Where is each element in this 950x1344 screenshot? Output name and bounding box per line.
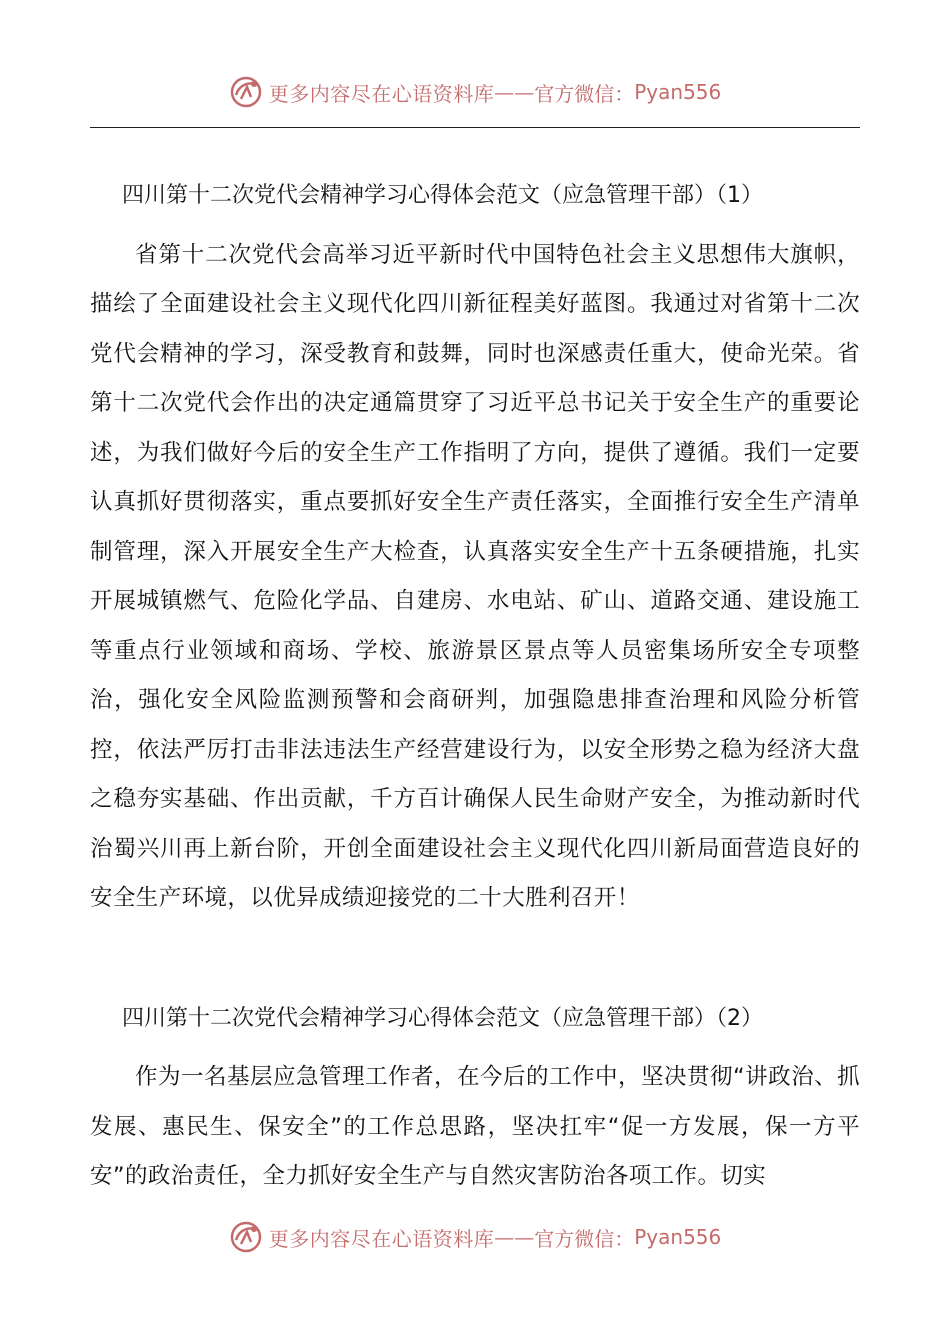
banner-contact-id: Pyan556 xyxy=(634,1225,722,1249)
header-divider xyxy=(90,127,860,128)
section-title-2: 四川第十二次党代会精神学习心得体会范文（应急管理干部）（2） xyxy=(122,1005,763,1031)
banner-separator: —— xyxy=(494,1225,535,1249)
section-title-1: 四川第十二次党代会精神学习心得体会范文（应急管理干部）（1） xyxy=(122,183,763,208)
banner-slogan: 更多内容尽在心语资料库 xyxy=(268,81,495,106)
banner-slogan: 更多内容尽在心语资料库 xyxy=(268,1226,495,1251)
footer-banner xyxy=(0,1217,950,1257)
logo-icon xyxy=(229,75,263,109)
logo-icon xyxy=(229,1220,263,1254)
section-paragraph-2: 作为一名基层应急管理工作者，在今后的工作中，坚决贯彻“讲政治、抓发展、惠民生、保安全”的工作总思路，坚决扛牢“促一方发展，保一方平安”的政治责任，全力抓好安全生产与自然灾害防治各项工作。切实 xyxy=(90,1064,860,1189)
header-banner xyxy=(0,72,950,112)
banner-contact-id: Pyan556 xyxy=(634,80,722,104)
banner-contact-label: 官方微信： xyxy=(534,1226,635,1251)
banner-contact-label: 官方微信： xyxy=(534,81,635,106)
document-body xyxy=(90,171,860,1202)
section-paragraph-1: 省第十二次党代会高举习近平新时代中国特色社会主义思想伟大旗帜，描绘了全面建设社会主义现代化四川新征程美好蓝图。我通过对省第十二次党代会精神的学习，深受教育和鼓舞，同时也深感责任重大，使命光荣。省第十二次党代会作出的决定通篇贯穿了习近平总书记关于安全生产的重要论述，为我们做好今后的安全生产工作指明了方向，提供了遵循。我们一定要认真抓好贯彻落实，重点要抓好安全生产责任落实，全面推行安全生产清单制管理，深入开展安全生产大检查，认真落实安全生产十五条硬措施，扎实开展城镇燃气、危险化学品、自建房、水电站、矿山、道路交通、建设施工等重点行业领域和商场、学校、旅游景区景点等人员密集场所安全专项整治，强化安全风险监测预警和会商研判，加强隐患排查治理和风险分析管控，依法严厉打击非法违法生产经营建设行为，以安全形势之稳为经济大盘之稳夯实基础、作出贡献，千方百计确保人民生命财产安全，为推动新时代治蜀兴川再上新台阶，开创全面建设社会主义现代化四川新局面营造良好的安全生产环境，以优异成绩迎接党的二十大胜利召开！ xyxy=(90,241,860,911)
banner-separator: —— xyxy=(494,80,535,104)
